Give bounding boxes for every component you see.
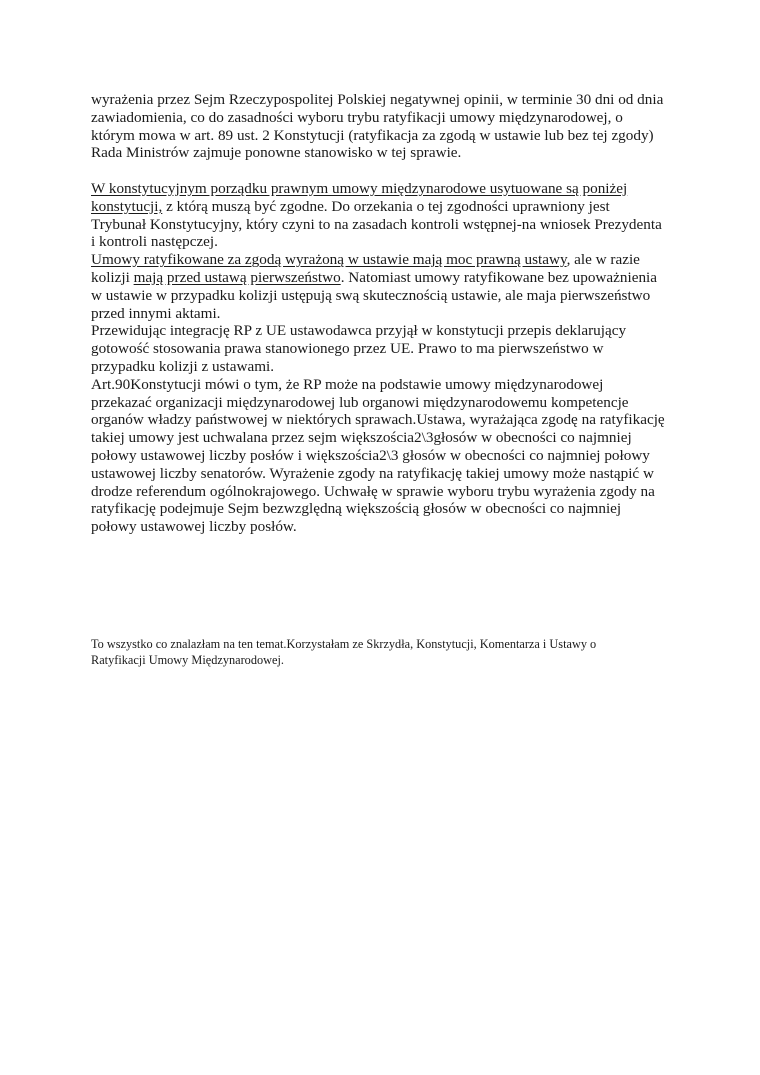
text-line: w ustawie w przypadku kolizji ustępują swą skutecznością ustawie, ale maja pierwszeństwo <box>91 286 651 304</box>
text-line: przed innymi aktami. <box>91 304 221 322</box>
text-line <box>91 269 681 287</box>
paragraph-eu-integration <box>91 322 681 375</box>
text-line: Trybunał Konstytucyjny, który czyni to na zasadach kontroli wstępnej-na wniosek Prezydenta <box>91 215 662 233</box>
text-segment: . Natomiast umowy ratyfikowane bez upoważnienia <box>340 268 657 286</box>
text-line: Rada Ministrów zajmuje ponowne stanowisko w tej sprawie. <box>91 144 462 162</box>
text-line: ratyfikację podejmuje Sejm bezwzględną większością głosów w obecności co najmniej <box>91 500 622 518</box>
underlined-text: mają przed ustawą pierwszeństwo <box>133 268 341 286</box>
text-line <box>91 180 681 198</box>
text-segment: z którą muszą być zgodne. Do orzekania o tej zgodności uprawniony jest <box>162 197 610 215</box>
text-line <box>91 251 681 269</box>
text-line: takiej umowy jest uchwalana przez sejm większościa2\3głosów w obecności co najmniej <box>91 429 632 447</box>
text-line: drodze referendum ogólnokrajowego. Uchwałę w sprawie wyboru trybu wyrażenia zgody na <box>91 482 655 500</box>
text-line: organów władzy państwowej w niektórych sprawach.Ustawa, wyrażająca zgodę na ratyfikację <box>91 411 665 429</box>
text-line: połowy ustawowej liczby posłów. <box>91 518 297 536</box>
paragraph-ratified-agreements <box>91 251 681 322</box>
text-line: zawiadomienia, co do zasadności wyboru trybu ratyfikacji umowy międzynarodowej, o <box>91 108 623 126</box>
underlined-text: Umowy ratyfikowane za zgodą wyrażoną w ustawie mają moc prawną ustawy <box>91 251 567 269</box>
text-line: Art.90Konstytucji mówi o tym, że RP może na podstawie umowy międzynarodowej <box>91 375 604 393</box>
paragraph-article-90 <box>91 376 681 536</box>
text-line: To wszystko co znalazłam na ten temat.Korzystałam ze Skrzydła, Konstytucji, Komentarza i Ustawy o <box>91 637 597 651</box>
text-segment: kolizji <box>91 268 134 286</box>
text-line: Przewidując integrację RP z UE ustawodawca przyjął w konstytucji przepis deklarujący <box>91 322 627 340</box>
text-line: przekazać organizacji międzynarodowej lub organowi międzynarodowemu kompetencje <box>91 393 629 411</box>
text-line: połowy ustawowej liczby posłów i większościa2\3 głosów w obecności co najmniej połowy <box>91 446 650 464</box>
text-line: wyrażenia przez Sejm Rzeczypospolitej Polskiej negatywnej opinii, w terminie 30 dni od dnia <box>91 91 664 108</box>
text-line <box>91 198 681 216</box>
text-line: ustawowej liczby senatorów. Wyrażenie zgody na ratyfikację takiej umowy może nastąpić w <box>91 464 654 482</box>
text-line: przypadku kolizji z ustawami. <box>91 357 275 375</box>
paragraph-ratification-opinion <box>91 91 681 162</box>
underlined-text: W konstytucyjnym porządku prawnym umowy międzynarodowe usytuowane są poniżej <box>91 179 628 197</box>
paragraph-spacer <box>91 162 681 180</box>
author-note <box>91 637 691 668</box>
underlined-text: konstytucji, <box>91 197 163 215</box>
document-body <box>91 91 681 536</box>
text-line: gotowość stosowania prawa stanowionego przez UE. Prawo to ma pierwszeństwo w <box>91 340 604 358</box>
text-line: Ratyfikacji Umowy Międzynarodowej. <box>91 652 284 667</box>
text-segment: , ale w razie <box>566 251 640 269</box>
text-line: i kontroli następczej. <box>91 233 218 251</box>
paragraph-constitutional-order <box>91 180 681 251</box>
text-line: którym mowa w art. 89 ust. 2 Konstytucji (ratyfikacja za zgodą w ustawie lub bez tej zgody) <box>91 126 654 144</box>
